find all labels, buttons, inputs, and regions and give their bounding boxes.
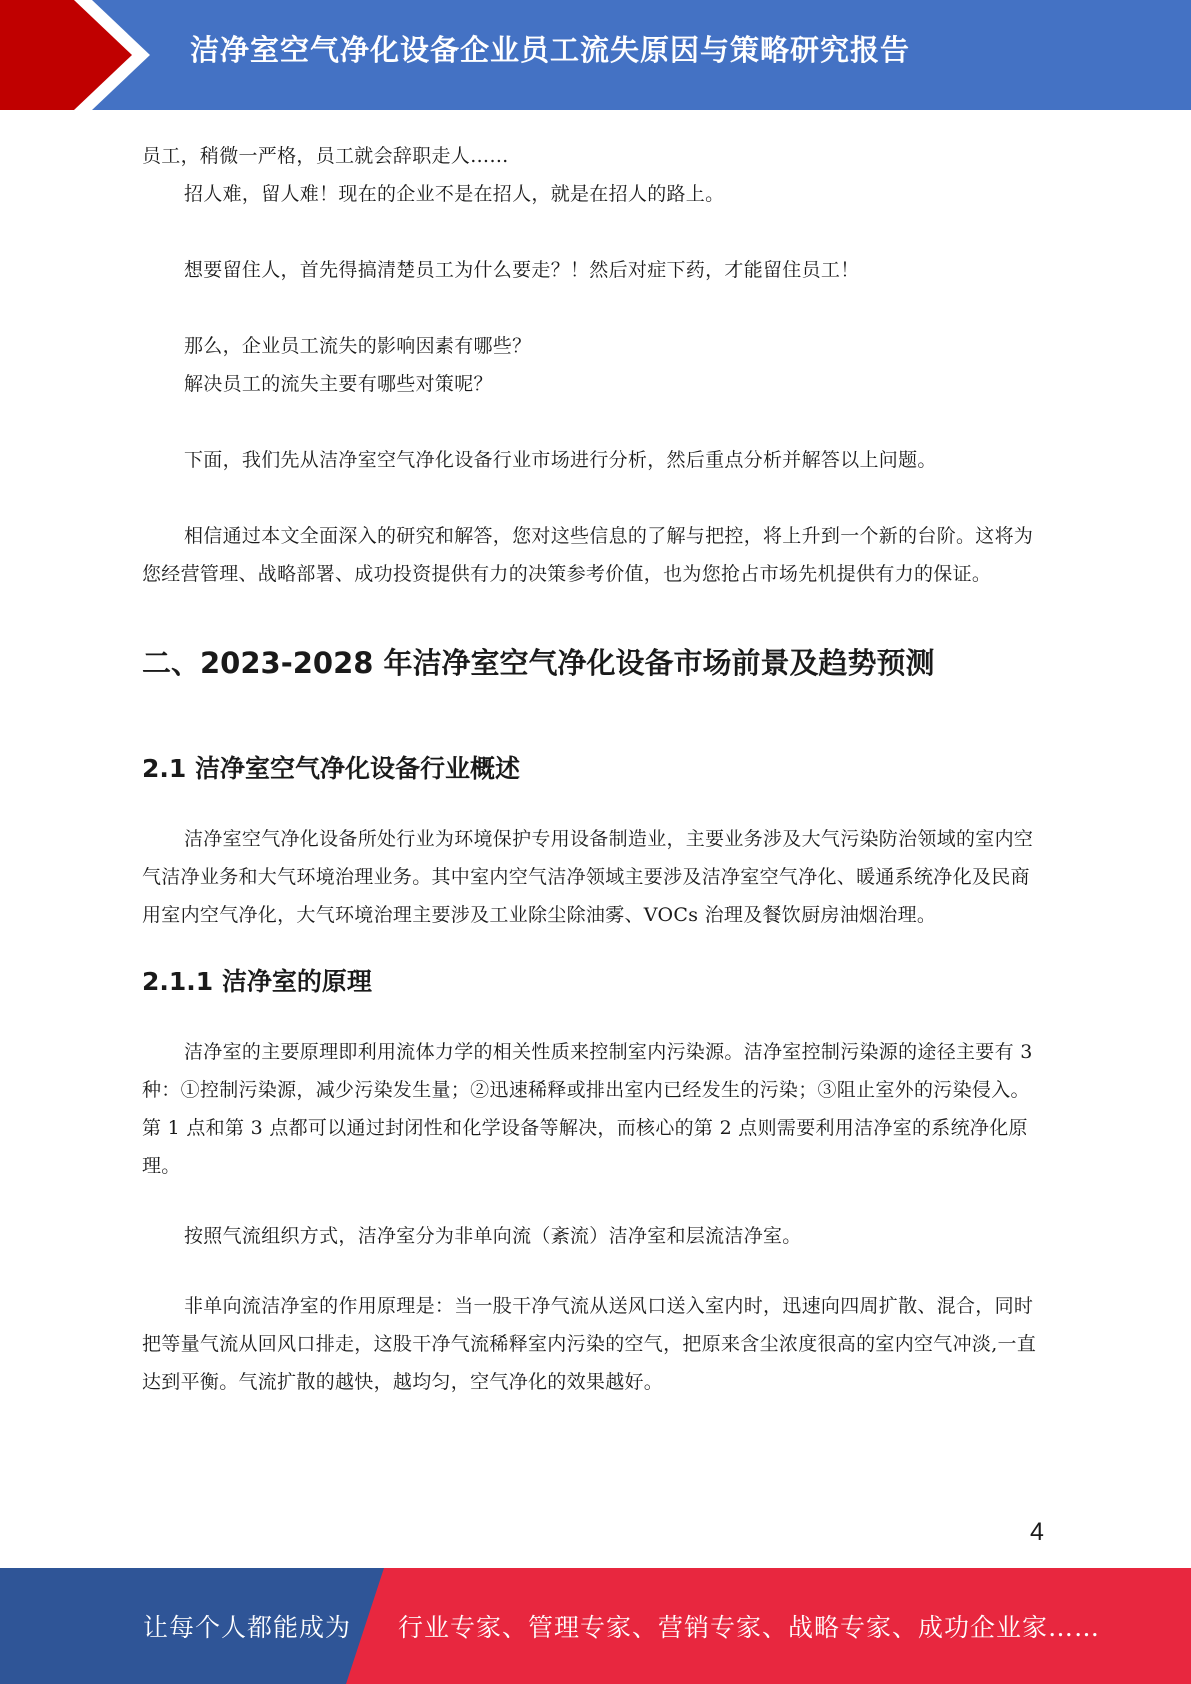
intro-paragraph-4: 那么，企业员工流失的影响因素有哪些？: [184, 335, 532, 357]
section-2-heading: 二、2023-2028 年洁净室空气净化设备市场前景及趋势预测: [142, 646, 935, 680]
section-2-1-1-heading: 2.1.1 洁净室的原理: [142, 967, 372, 996]
intro-paragraph-5: 解决员工的流失主要有哪些对策呢？: [184, 373, 493, 395]
intro-paragraph-2: 招人难，留人难！现在的企业不是在招人，就是在招人的路上。: [184, 183, 725, 205]
footer-slogan-right: 行业专家、管理专家、营销专家、战略专家、成功企业家……: [398, 1613, 1101, 1642]
section-2-1-1-paragraph-3: 非单向流洁净室的作用原理是：当一股干净气流从送风口送入室内时，迅速向四周扩散、混合，同时把等量气流从回风口排走，这股干净气流稀释室内污染的空气，把原来含尘浓度很高的室内空气冲淡,一直达到平衡。气流扩散的越快，越均匀，空气净化的效果越好。: [142, 1295, 1037, 1393]
page-body: [142, 137, 1047, 1401]
intro-paragraph-1: 员工，稍微一严格，员工就会辞职走人……: [142, 145, 509, 167]
page-footer: [0, 1568, 1191, 1684]
section-2-1-1-paragraph-1: 洁净室的主要原理即利用流体力学的相关性质来控制室内污染源。洁净室控制污染源的途径主要有 3 种：①控制污染源，减少污染发生量；②迅速稀释或排出室内已经发生的污染；③阻止室外的污染侵入。第 1 点和第 3 点都可以通过封闭性和化学设备等解决，而核心的第 2 点则需要利用洁净室的系统净化原理。: [142, 1041, 1033, 1177]
intro-paragraph-7: 相信通过本文全面深入的研究和解答，您对这些信息的了解与把控，将上升到一个新的台阶。这将为您经营管理、战略部署、成功投资提供有力的决策参考价值，也为您抢占市场先机提供有力的保证。: [142, 525, 1034, 585]
page-header: [0, 0, 1191, 110]
page-number: 4: [1030, 1518, 1044, 1546]
section-2-1-heading: 2.1 洁净室空气净化设备行业概述: [142, 754, 520, 783]
report-title: 洁净室空气净化设备企业员工流失原因与策略研究报告: [190, 33, 911, 67]
intro-paragraph-6: 下面，我们先从洁净室空气净化设备行业市场进行分析，然后重点分析并解答以上问题。: [184, 449, 937, 471]
section-2-1-paragraph: 洁净室空气净化设备所处行业为环境保护专用设备制造业，主要业务涉及大气污染防治领域的室内空气洁净业务和大气环境治理业务。其中室内空气洁净领域主要涉及洁净室空气净化、暖通系统净化及民商用室内空气净化，大气环境治理主要涉及工业除尘除油雾、VOCs 治理及餐饮厨房油烟治理。: [142, 828, 1034, 926]
section-2-1-1-paragraph-2: 按照气流组织方式，洁净室分为非单向流（紊流）洁净室和层流洁净室。: [184, 1225, 802, 1247]
intro-paragraph-3: 想要留住人，首先得搞清楚员工为什么要走？！然后对症下药，才能留住员工！: [184, 259, 860, 281]
footer-slogan-left: 让每个人都能成为: [143, 1613, 352, 1642]
